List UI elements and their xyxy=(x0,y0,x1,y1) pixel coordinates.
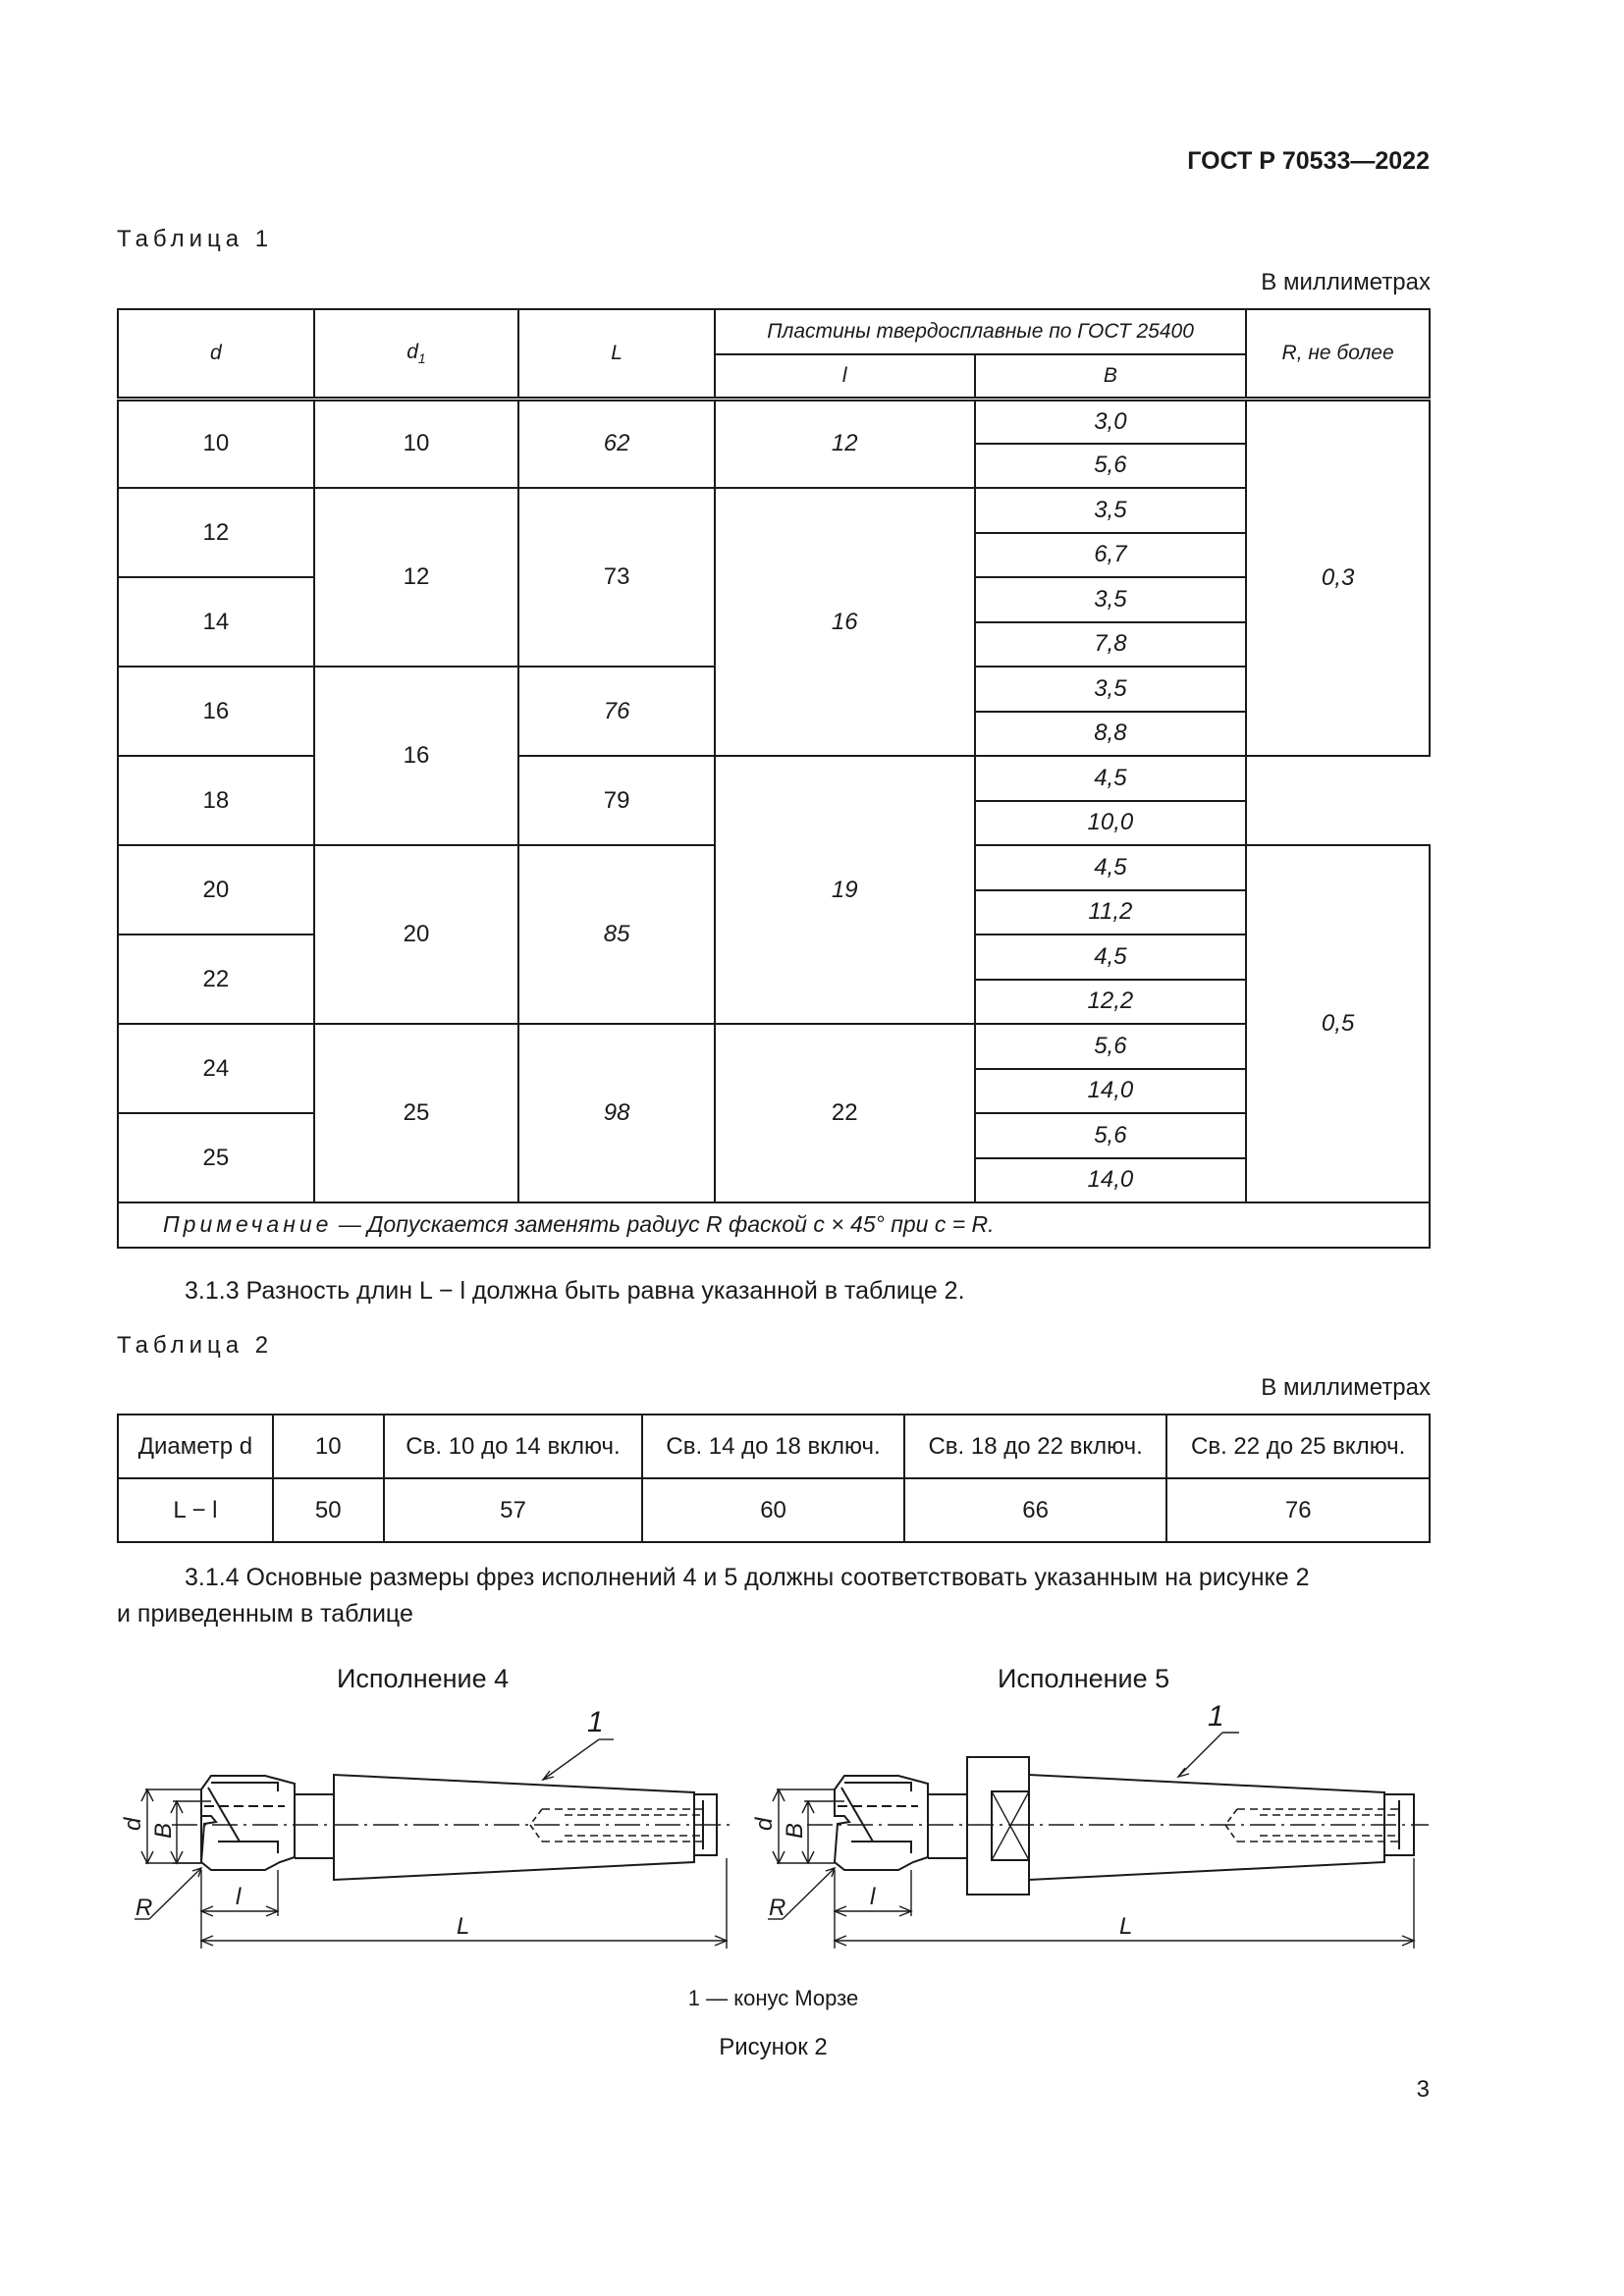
paragraph-3-1-4-line1: 3.1.4 Основные размеры фрез исполнений 4 и 5 должны соответствовать указанным на рисунке 2 xyxy=(185,1564,1310,1591)
cell-B: 3,5 xyxy=(975,577,1247,622)
cell-L: 98 xyxy=(518,1024,715,1202)
cell-L: 85 xyxy=(518,845,715,1024)
cell-l: 12 xyxy=(715,399,975,488)
header-d: d xyxy=(118,309,314,399)
cell-d: 25 xyxy=(118,1113,314,1202)
table2-header-cell: Св. 14 до 18 включ. xyxy=(642,1415,904,1478)
dimension-labels-version-5 xyxy=(751,1700,1224,1940)
cell-d: 14 xyxy=(118,577,314,667)
cell-d: 16 xyxy=(118,667,314,756)
dim-l-label: l xyxy=(236,1884,242,1910)
cutter-version-5 xyxy=(807,1757,1429,1895)
table2-cell: 57 xyxy=(384,1478,643,1542)
table1-note: Примечание — Допускается заменять радиус R фаской c × 45° при c = R. xyxy=(118,1202,1430,1248)
cell-d: 22 xyxy=(118,934,314,1024)
cell-R: 0,5 xyxy=(1246,845,1430,1202)
figure-label-version-4: Исполнение 4 xyxy=(337,1664,510,1693)
dim-l-label: l xyxy=(870,1884,876,1910)
cell-l: 22 xyxy=(715,1024,975,1202)
cell-d: 10 xyxy=(118,399,314,488)
cell-B: 14,0 xyxy=(975,1158,1247,1203)
cutter-version-4 xyxy=(172,1775,731,1880)
cell-B: 12,2 xyxy=(975,980,1247,1025)
paragraph-3-1-4-line2: и приведенным в таблице xyxy=(117,1600,413,1628)
table1 xyxy=(117,308,1431,1249)
cell-B: 3,0 xyxy=(975,399,1247,444)
cell-d: 20 xyxy=(118,845,314,934)
table2-header-cell: Св. 10 до 14 включ. xyxy=(384,1415,643,1478)
cell-B: 7,8 xyxy=(975,622,1247,667)
callout-1: 1 xyxy=(587,1706,604,1738)
cell-B: 4,5 xyxy=(975,756,1247,801)
figure-legend: 1 — конус Морзе xyxy=(687,1986,859,2010)
figure-label-version-5: Исполнение 5 xyxy=(998,1664,1170,1693)
cell-B: 5,6 xyxy=(975,1024,1247,1069)
header-L: L xyxy=(518,309,715,399)
table2-units: В миллиметрах xyxy=(1261,1374,1431,1401)
dim-L-label: L xyxy=(1119,1913,1133,1940)
header-d1: $d_1$ xyxy=(314,309,519,399)
cell-B: 5,6 xyxy=(975,1113,1247,1158)
dim-L-label: L xyxy=(457,1913,470,1940)
cell-d1: 20 xyxy=(314,845,519,1024)
table1-units: В миллиметрах xyxy=(1261,269,1431,295)
header-l: l xyxy=(715,354,975,399)
table2-cell: 76 xyxy=(1166,1478,1430,1542)
cell-d1: 12 xyxy=(314,488,519,667)
figure-caption: Рисунок 2 xyxy=(719,2034,828,2060)
table2-cell: 60 xyxy=(642,1478,904,1542)
cell-d1: 25 xyxy=(314,1024,519,1202)
document-id: ГОСТ Р 70533—2022 xyxy=(1187,147,1430,175)
dim-R-label: R xyxy=(135,1895,153,1921)
table2-caption: Таблица 2 xyxy=(117,1332,274,1359)
cell-B: 5,6 xyxy=(975,444,1247,489)
dimension-labels-version-4 xyxy=(120,1706,604,1940)
cell-d: 18 xyxy=(118,756,314,845)
table2-header-cell: Св. 22 до 25 включ. xyxy=(1166,1415,1430,1478)
dim-R-label: R xyxy=(769,1895,786,1921)
table2-cell: 66 xyxy=(904,1478,1167,1542)
table2-cell: 50 xyxy=(273,1478,384,1542)
cell-B: 3,5 xyxy=(975,667,1247,712)
table2-header-cell: Диаметр d xyxy=(118,1415,273,1478)
cell-d: 24 xyxy=(118,1024,314,1113)
dimensions-version-4 xyxy=(135,1739,727,1949)
cell-L: 73 xyxy=(518,488,715,667)
table2-cell: L − l xyxy=(118,1478,273,1542)
cell-l: 16 xyxy=(715,488,975,756)
cell-B: 3,5 xyxy=(975,488,1247,533)
cell-L: 76 xyxy=(518,667,715,756)
dim-d-label: d xyxy=(120,1817,146,1831)
table1-caption: Таблица 1 xyxy=(117,226,274,252)
cell-l: 19 xyxy=(715,756,975,1024)
callout-1: 1 xyxy=(1208,1700,1224,1733)
header-B: B xyxy=(975,354,1247,399)
table2-header-cell: 10 xyxy=(273,1415,384,1478)
paragraph-3-1-3: 3.1.3 Разность длин L − l должна быть равна указанной в таблице 2. xyxy=(185,1277,965,1305)
cell-B: 8,8 xyxy=(975,712,1247,757)
header-plates: Пластины твердосплавные по ГОСТ 25400 xyxy=(715,309,1246,354)
page-number: 3 xyxy=(1416,2076,1430,2103)
cell-B: 4,5 xyxy=(975,845,1247,890)
cell-L: 79 xyxy=(518,756,715,845)
figure-drawing xyxy=(0,1688,1624,1983)
cell-B: 4,5 xyxy=(975,934,1247,980)
cell-B: 11,2 xyxy=(975,890,1247,935)
cell-R: 0,3 xyxy=(1246,399,1430,756)
cell-B: 14,0 xyxy=(975,1069,1247,1114)
dim-B-label: B xyxy=(150,1822,177,1839)
cell-d1: 10 xyxy=(314,399,519,488)
cell-L: 62 xyxy=(518,399,715,488)
cell-B: 6,7 xyxy=(975,533,1247,578)
dim-d-label: d xyxy=(751,1817,778,1831)
table2 xyxy=(117,1414,1431,1543)
header-R: R, не более xyxy=(1246,309,1430,399)
table2-header-cell: Св. 18 до 22 включ. xyxy=(904,1415,1167,1478)
cell-B: 10,0 xyxy=(975,801,1247,846)
cell-d: 12 xyxy=(118,488,314,577)
cell-d1: 16 xyxy=(314,667,519,845)
dim-B-label: B xyxy=(782,1822,808,1839)
